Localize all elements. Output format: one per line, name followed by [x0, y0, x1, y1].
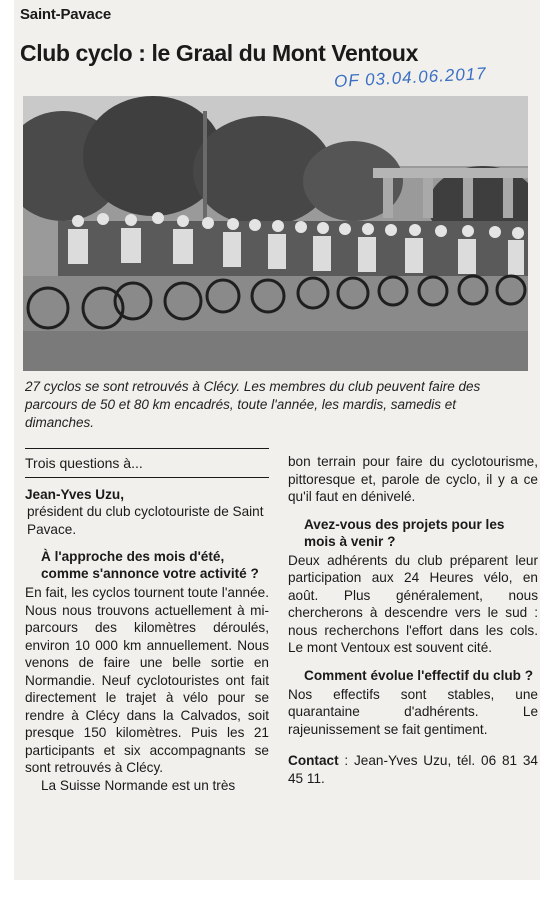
- question-2: Avez-vous des projets pour les mois à venir ?: [304, 516, 505, 549]
- answer-1: En fait, les cyclos tournent toute l'année. Nous nous trouvons actuellement à mi-parcours des kilomètres déroulés, environ 10 000 km annuellement. Nous venons de faire une belle sortie en Normandie. Neuf cyclotouristes ont fait directement le trajet à vélo pour se rendre à Clécy dans la Calvados, soit presque 150 kilomètres. Puis les 21 participants et six accompagnants se sont retrouvés à Clécy.: [25, 585, 269, 775]
- question-3: Comment évolue l'effectif du club ?: [304, 667, 534, 683]
- interview-right-column: [288, 453, 538, 787]
- interview-left-column: [25, 448, 269, 794]
- answer-1-end: bon terrain pour faire du cyclotourisme, pittoresque et, parole de cyclo, il y a ce qu'il faut en dénivelé.: [288, 454, 538, 504]
- handwritten-date-stamp: OF 03.04.06.2017: [333, 64, 488, 91]
- answer-3: Nos effectifs sont stables, une quarantaine d'adhérents. Le rajeunissement se fait gentiment.: [288, 686, 538, 737]
- section-label: Saint-Pavace: [20, 6, 111, 23]
- article-headline: Club cyclo : le Graal du Mont Ventoux: [20, 40, 418, 66]
- interviewee-role: président du club cyclotouriste de Saint Pavace.: [27, 504, 264, 537]
- interviewee-name: Jean-Yves Uzu,: [25, 486, 124, 502]
- contact-label: Contact: [288, 753, 339, 768]
- photo-caption: 27 cyclos se sont retrouvés à Clécy. Les membres du club peuvent faire des parcours de 50 et 80 km encadrés, toute l'année, les mardis, samedis et dimanches.: [25, 379, 481, 430]
- answer-2: Deux adhérents du club préparent leur participation aux 24 Heures vélo, en août. Plus généralement, nous chercherons à descendre vers le sud : nous recherchons l'effort dans les cols. Le mont Ventoux est souvent cité.: [288, 552, 538, 655]
- photo-scene: [23, 96, 528, 371]
- group-photo-cyclists: [23, 96, 528, 371]
- contact-details: : Jean-Yves Uzu, tél. 06 81 34 45 11.: [288, 753, 538, 786]
- contact-line: [288, 752, 538, 787]
- question-1: À l'approche des mois d'été, comme s'annonce votre activité ?: [41, 549, 259, 581]
- interview-kicker: Trois questions à...: [25, 448, 269, 478]
- answer-1-continued: La Suisse Normande est un très: [41, 777, 236, 793]
